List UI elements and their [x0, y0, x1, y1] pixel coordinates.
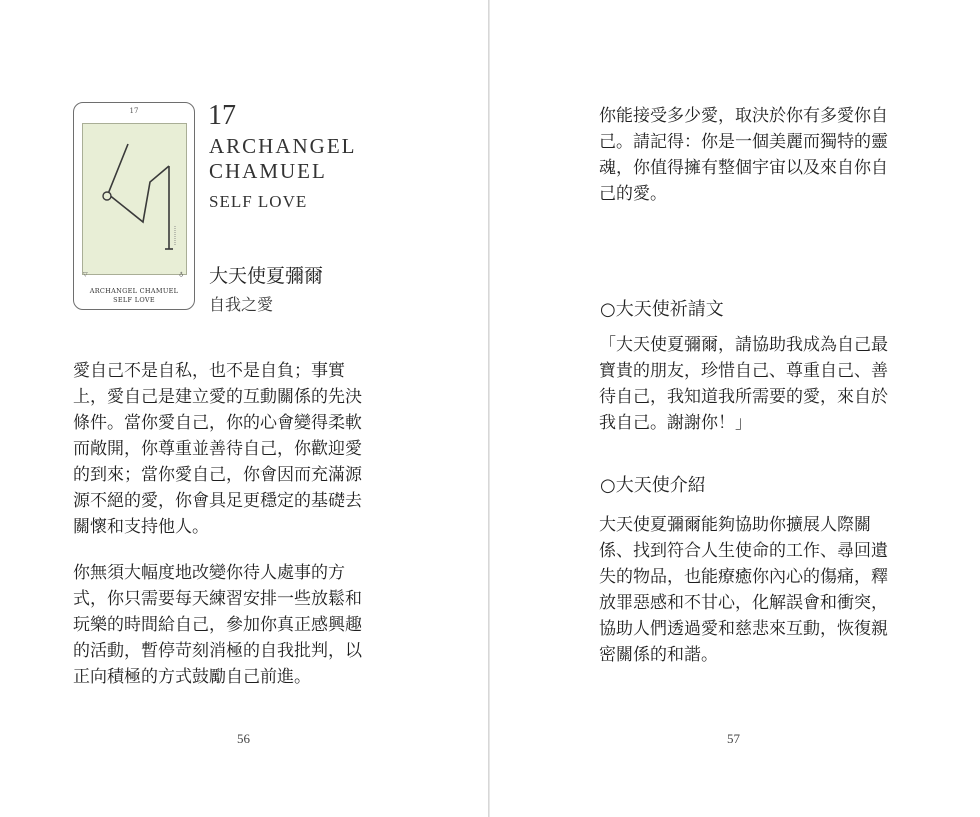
left-paragraph-1 [73, 358, 387, 540]
text-line: 條件。當你愛自己，你的心會變得柔軟 [73, 413, 362, 433]
sigil-icon [83, 124, 186, 274]
text-line: 正向積極的方式鼓勵自己前進。 [73, 667, 311, 687]
text-line: 寶貴的朋友，珍惜自己、尊重自己、善 [599, 361, 888, 381]
text-line: 己。請記得：你是一個美麗而獨特的靈 [599, 132, 888, 152]
text-line: 待自己，我知道我所需要的愛，來自於 [599, 387, 888, 407]
text-line: 上，愛自己是建立愛的互動關係的先決 [73, 387, 362, 407]
text-line: 的到來；當你愛自己，你會因而充滿源 [73, 465, 362, 485]
text-line: 係、找到符合人生使命的工作、尋回遺 [599, 541, 888, 561]
page-number-right: 57 [727, 731, 740, 746]
title-en-line1: ARCHANGEL [209, 134, 357, 158]
card-caption [74, 287, 194, 305]
text-line: 你無須大幅度地改變你待人處事的方 [73, 563, 345, 583]
text-line: 式，你只需要每天練習安排一些放鬆和 [73, 589, 362, 609]
right-paragraph-1 [599, 103, 911, 207]
intro-text [599, 512, 911, 668]
oracle-card [73, 102, 195, 310]
left-page [0, 0, 488, 817]
text-line: 愛自己不是自私，也不是自負；事實 [73, 361, 345, 381]
title-en-line2: CHAMUEL [209, 159, 327, 183]
card-artwork [82, 123, 187, 275]
text-line: 失的物品，也能療癒你內心的傷痛，釋 [599, 567, 888, 587]
prayer-text [599, 332, 911, 436]
card-caption-theme: SELF LOVE [113, 296, 155, 304]
text-line: 關懷和支持他人。 [73, 517, 209, 537]
page-number-left: 56 [237, 731, 250, 746]
right-page [490, 0, 980, 817]
card-caption-name: ARCHANGEL CHAMUEL [89, 287, 179, 295]
subtitle-en: SELF LOVE [209, 192, 308, 211]
text-line: 己的愛。 [599, 184, 667, 204]
card-earth-symbol: ♁ [179, 271, 184, 278]
title-zh: 大天使夏彌爾 [209, 265, 324, 287]
text-line: 大天使夏彌爾能夠協助你擴展人際關 [599, 515, 871, 535]
left-paragraph-2 [73, 560, 387, 690]
text-line: 密關係的和諧。 [599, 645, 718, 665]
card-water-symbol: ▽ [83, 271, 88, 278]
text-line: 協助人們透過愛和慈悲來互動，恢復親 [599, 619, 888, 639]
text-line: 的活動，暫停苛刻消極的自我批判，以 [73, 641, 362, 661]
heading-intro: ○大天使介紹 [600, 475, 706, 496]
text-line: 「大天使夏彌爾，請協助我成為自己最 [599, 335, 888, 355]
text-line: 源不絕的愛，你會具足更穩定的基礎去 [73, 491, 362, 511]
text-line: 魂，你值得擁有整個宇宙以及來自你自 [599, 158, 888, 178]
heading-prayer: ○大天使祈請文 [600, 299, 724, 320]
text-line: 放罪惡感和不甘心，化解誤會和衝突， [599, 593, 888, 613]
text-line: 你能接受多少愛，取決於你有多愛你自 [599, 106, 888, 126]
card-number: 17 [129, 107, 139, 115]
subtitle-zh: 自我之愛 [209, 295, 274, 314]
card-index-number: 17 [208, 100, 236, 131]
text-line: 玩樂的時間給自己，參加你真正感興趣 [73, 615, 362, 635]
text-line: 而敞開，你尊重並善待自己，你歡迎愛 [73, 439, 362, 459]
text-line: 我自己。謝謝你！」 [599, 413, 752, 433]
